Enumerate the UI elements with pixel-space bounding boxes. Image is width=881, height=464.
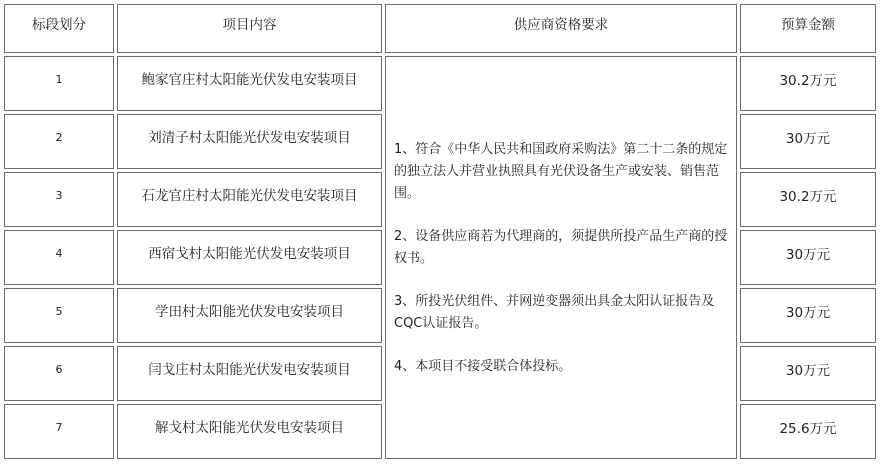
section-number: 3 [4,172,114,227]
section-number: 5 [4,288,114,343]
header-requirements: 供应商资格要求 [385,4,737,53]
budget-amount: 30万元 [740,114,876,169]
project-name: 学田村太阳能光伏发电安装项目 [117,288,382,343]
section-number: 1 [4,56,114,111]
budget-amount: 30.2万元 [740,172,876,227]
section-number: 7 [4,404,114,459]
project-name: 解戈村太阳能光伏发电安装项目 [117,404,382,459]
project-name: 闫戈庄村太阳能光伏发电安装项目 [117,346,382,401]
section-number: 4 [4,230,114,285]
project-name: 刘清子村太阳能光伏发电安装项目 [117,114,382,169]
budget-amount: 30万元 [740,288,876,343]
budget-amount: 30万元 [740,346,876,401]
section-number: 2 [4,114,114,169]
requirement-item: 2、设备供应商若为代理商的，须提供所投产品生产商的授权书。 [394,229,728,266]
requirement-item: 1、符合《中华人民共和国政府采购法》第二十二条的规定的独立法人并营业执照具有光伏设备生产或安装、销售范围。 [394,142,728,201]
procurement-table [1,1,879,462]
project-name: 西宿戈村太阳能光伏发电安装项目 [117,230,382,285]
table-row [4,56,876,111]
project-name: 石龙官庄村太阳能光伏发电安装项目 [117,172,382,227]
budget-amount: 30.2万元 [740,56,876,111]
header-row [4,4,876,53]
requirement-item: 3、所投光伏组件、并网逆变器须出具金太阳认证报告及CQC认证报告。 [394,294,715,331]
header-project: 项目内容 [117,4,382,53]
budget-amount: 30万元 [740,230,876,285]
project-name: 鲍家官庄村太阳能光伏发电安装项目 [117,56,382,111]
budget-amount: 25.6万元 [740,404,876,459]
header-budget: 预算金额 [740,4,876,53]
header-section: 标段划分 [4,4,114,53]
requirement-item: 4、本项目不接受联合体投标。 [394,359,572,374]
requirements-cell [385,56,737,459]
section-number: 6 [4,346,114,401]
